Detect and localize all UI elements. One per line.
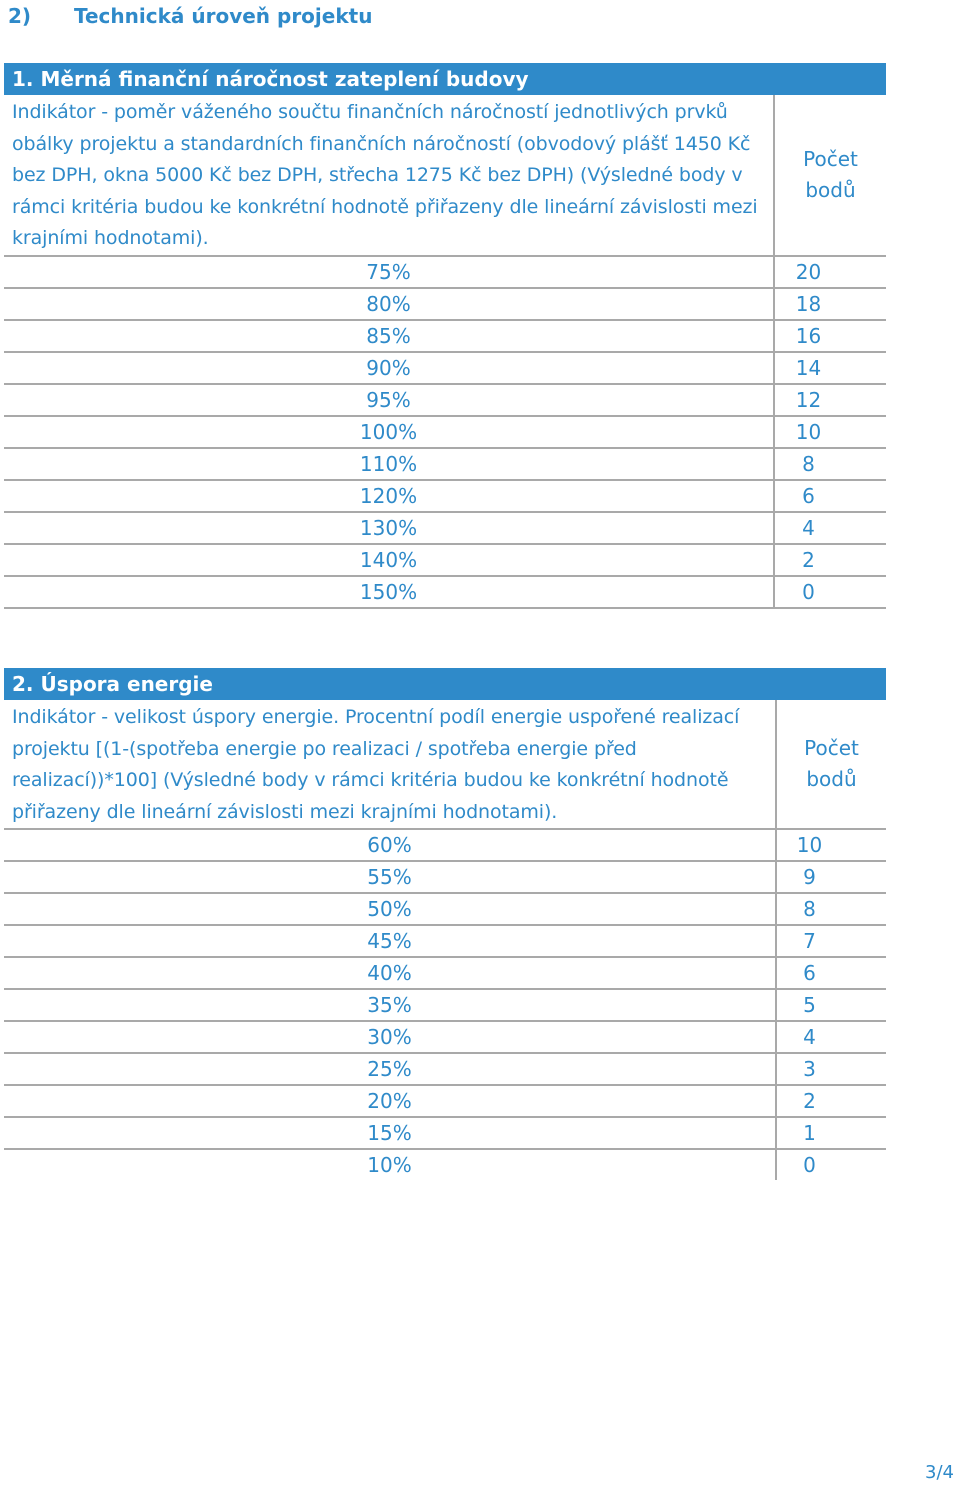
table-row (4, 829, 886, 861)
points-header: Počet bodů (776, 700, 886, 829)
criterion-title: 1. Měrná finanční náročnost zateplení budovy (4, 63, 886, 95)
points-value: 10 (774, 416, 886, 448)
threshold-value: 130% (4, 512, 774, 544)
points-value: 1 (776, 1117, 886, 1149)
table-row (4, 384, 886, 416)
threshold-value: 30% (4, 1021, 776, 1053)
table-row (4, 448, 886, 480)
points-value: 12 (774, 384, 886, 416)
table-row (4, 893, 886, 925)
table-row (4, 352, 886, 384)
points-value: 18 (774, 288, 886, 320)
table-row (4, 320, 886, 352)
threshold-value: 150% (4, 576, 774, 608)
section-heading (8, 4, 372, 28)
threshold-value: 15% (4, 1117, 776, 1149)
table-row (4, 1117, 886, 1149)
points-value: 2 (776, 1085, 886, 1117)
criterion-title-row (4, 668, 886, 700)
section-title: Technická úroveň projektu (74, 4, 373, 28)
threshold-value: 20% (4, 1085, 776, 1117)
table-row (4, 1021, 886, 1053)
table-row (4, 288, 886, 320)
points-value: 7 (776, 925, 886, 957)
threshold-value: 55% (4, 861, 776, 893)
threshold-value: 100% (4, 416, 774, 448)
table-row (4, 989, 886, 1021)
points-value: 10 (776, 829, 886, 861)
threshold-value: 60% (4, 829, 776, 861)
points-value: 9 (776, 861, 886, 893)
points-value: 14 (774, 352, 886, 384)
page-number: 3/4 (925, 1462, 954, 1483)
table-row (4, 416, 886, 448)
threshold-value: 50% (4, 893, 776, 925)
points-value: 20 (774, 256, 886, 288)
threshold-value: 40% (4, 957, 776, 989)
points-value: 0 (776, 1149, 886, 1180)
table-row (4, 925, 886, 957)
threshold-value: 75% (4, 256, 774, 288)
threshold-value: 45% (4, 925, 776, 957)
threshold-value: 120% (4, 480, 774, 512)
threshold-value: 110% (4, 448, 774, 480)
threshold-value: 95% (4, 384, 774, 416)
criterion-table-1 (4, 63, 886, 609)
table-row (4, 256, 886, 288)
criterion-description: Indikátor - poměr váženého součtu finančních náročností jednotlivých prvků obálky projektu a standardních finančních náročností (obvodový plášť 1450 Kč bez DPH, okna 5000 Kč bez DPH, střecha 1275 Kč bez DPH) (Výsledné body v rámci kritéria budou ke konkrétní hodnotě přiřazeny dle lineární závislosti mezi krajními hodnotami). (4, 95, 774, 256)
threshold-value: 35% (4, 989, 776, 1021)
threshold-value: 25% (4, 1053, 776, 1085)
section-number: 2) (8, 4, 32, 28)
table-row (4, 512, 886, 544)
points-value: 16 (774, 320, 886, 352)
threshold-value: 80% (4, 288, 774, 320)
threshold-value: 85% (4, 320, 774, 352)
table-row (4, 544, 886, 576)
points-value: 8 (776, 893, 886, 925)
table-row (4, 861, 886, 893)
criterion-table-2 (4, 668, 886, 1180)
points-header: Počet bodů (774, 95, 886, 256)
table-row (4, 1085, 886, 1117)
points-value: 6 (776, 957, 886, 989)
table-row (4, 480, 886, 512)
points-value: 0 (774, 576, 886, 608)
points-value: 3 (776, 1053, 886, 1085)
threshold-value: 10% (367, 1153, 412, 1177)
threshold-value: 90% (4, 352, 774, 384)
threshold-value: 140% (4, 544, 774, 576)
criterion-title: 2. Úspora energie (4, 668, 886, 700)
points-value: 5 (776, 989, 886, 1021)
table-row (4, 576, 886, 608)
table-row (4, 957, 886, 989)
points-value: 4 (774, 512, 886, 544)
criterion-description-row (4, 700, 886, 829)
criterion-description: Indikátor - velikost úspory energie. Procentní podíl energie uspořené realizací projektu [(1-(spotřeba energie po realizaci / spotřeba energie před realizací))*100] (Výsledné body v rámci kritéria budou ke konkrétní hodnotě přiřazeny dle lineární závislosti mezi krajními hodnotami). (4, 700, 776, 829)
criterion-title-row (4, 63, 886, 95)
points-value: 6 (774, 480, 886, 512)
table-row (4, 1053, 886, 1085)
points-value: 8 (774, 448, 886, 480)
table-row (4, 1149, 886, 1180)
points-value: 2 (774, 544, 886, 576)
criterion-description-row (4, 95, 886, 256)
points-value: 4 (776, 1021, 886, 1053)
